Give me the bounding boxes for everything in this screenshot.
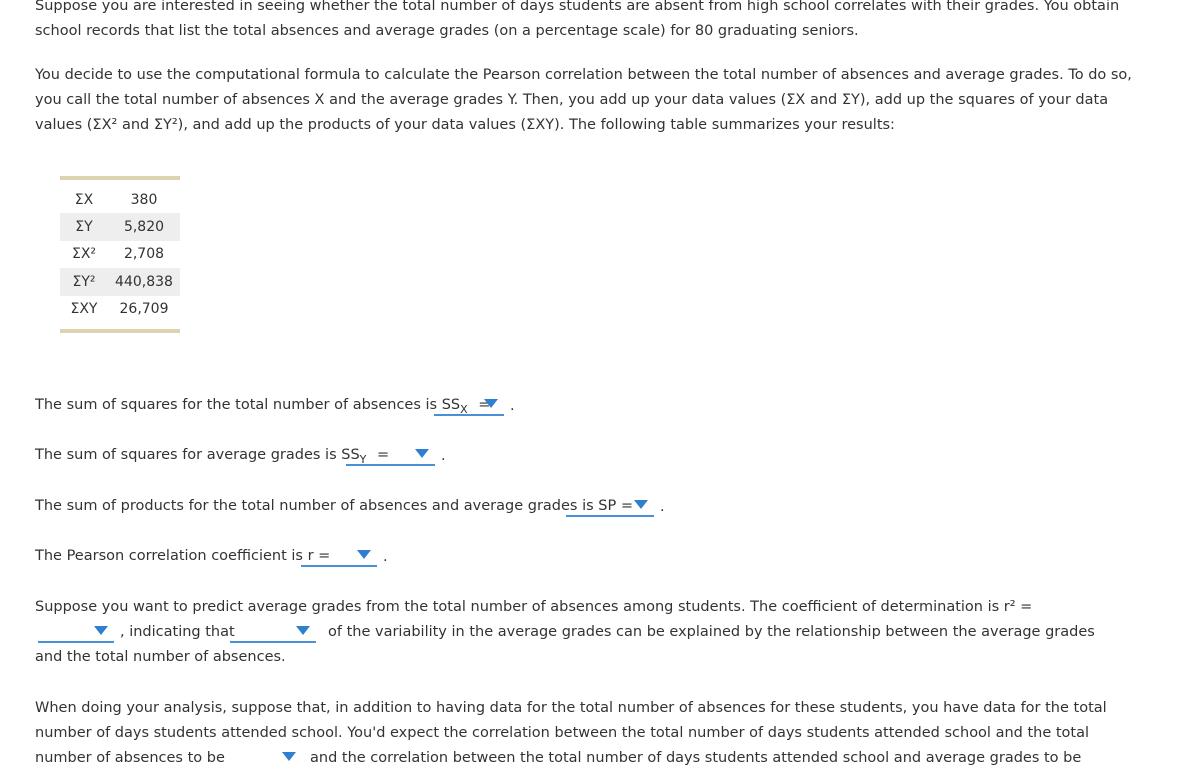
ssx-period: .: [510, 398, 515, 414]
ssy-equals: =: [377, 447, 390, 463]
ssy-subscript: Y: [359, 453, 367, 466]
question-ssy: [35, 445, 389, 466]
table-value: 380: [130, 191, 158, 208]
chevron-down-icon: [282, 752, 296, 761]
r2-dropdown[interactable]: [38, 621, 114, 643]
table-symbol: ΣXY: [70, 301, 98, 318]
ssx-equals: =: [478, 397, 491, 413]
table-symbol: ΣY²: [72, 273, 96, 290]
table-symbol: ΣY: [75, 219, 93, 236]
ssy-label: The sum of squares for average grades is SS: [35, 447, 360, 463]
chevron-down-icon: [94, 626, 108, 635]
chevron-down-icon: [484, 399, 498, 408]
ssx-dropdown[interactable]: [434, 394, 504, 416]
summary-table: [60, 176, 180, 333]
table-symbol: ΣX²: [71, 246, 97, 263]
ssy-dropdown[interactable]: [346, 444, 435, 466]
sp-dropdown[interactable]: [566, 495, 654, 517]
sp-period: .: [660, 499, 665, 515]
table-value: 26,709: [119, 301, 169, 318]
r-period: .: [383, 549, 388, 565]
table-row: [60, 213, 180, 240]
method-line-1: You decide to use the computational formula to calculate the Pearson correlation between the total number of absences and average grades. To do so,: [35, 67, 1132, 83]
chevron-down-icon: [415, 449, 429, 458]
attend-line-3b: and the correlation between the total number of days students attended school and average grades to be: [310, 750, 1082, 766]
ssy-period: .: [441, 448, 446, 464]
chevron-down-icon: [357, 550, 371, 559]
attend-line-1: When doing your analysis, suppose that, in addition to having data for the total number of absences for these students, you have data for the total: [35, 700, 1107, 716]
chevron-down-icon: [634, 500, 648, 509]
method-line-3: values (ΣX² and ΣY²), and add up the products of your data values (ΣXY). The following table summarizes your results:: [35, 117, 895, 133]
r-dropdown[interactable]: [301, 545, 377, 567]
table-symbol: ΣX: [74, 191, 94, 208]
table-value: 2,708: [123, 246, 165, 263]
attend-line-2: number of days students attended school. You'd expect the correlation between the total number of days students attended school and the total: [35, 725, 1090, 741]
attend-line-3a: number of absences to be: [35, 750, 225, 766]
question-sp: The sum of products for the total number of absences and average grades is SP =: [35, 498, 633, 514]
table-bottom-border: [60, 329, 180, 333]
r2-indicating: , indicating that: [120, 624, 235, 640]
question-r: The Pearson correlation coefficient is r =: [35, 548, 331, 564]
question-r2-line-1: Suppose you want to predict average grades from the total number of absences among students. The coefficient of determination is r² =: [35, 599, 1033, 615]
table-row: [60, 268, 180, 295]
r2-variability-text: of the variability in the average grades can be explained by the relationship between the average grades: [328, 624, 1095, 640]
intro-line-2: school records that list the total absences and average grades (on a percentage scale) for 80 graduating seniors.: [35, 23, 859, 39]
absences-correlation-dropdown[interactable]: [206, 747, 302, 767]
table-value: 5,820: [123, 219, 165, 236]
question-ssx: [35, 395, 490, 416]
intro-line-1: Suppose you are interested in seeing whether the total number of days students are absent from high school correlates with their grades. You obtain: [35, 0, 1120, 14]
ssx-subscript: X: [460, 403, 468, 416]
ssx-label: The sum of squares for the total number of absences is SS: [35, 397, 461, 413]
question-r2-line-3: and the total number of absences.: [35, 649, 286, 665]
table-row: [60, 241, 180, 268]
variability-dropdown[interactable]: [230, 621, 316, 643]
method-line-2: you call the total number of absences X and the average grades Y. Then, you add up your data values (ΣX and ΣY), add up the squares of your data: [35, 92, 1109, 108]
table-value: 440,838: [115, 273, 173, 290]
table-row: [60, 296, 180, 323]
table-row: [60, 186, 180, 213]
chevron-down-icon: [296, 626, 310, 635]
